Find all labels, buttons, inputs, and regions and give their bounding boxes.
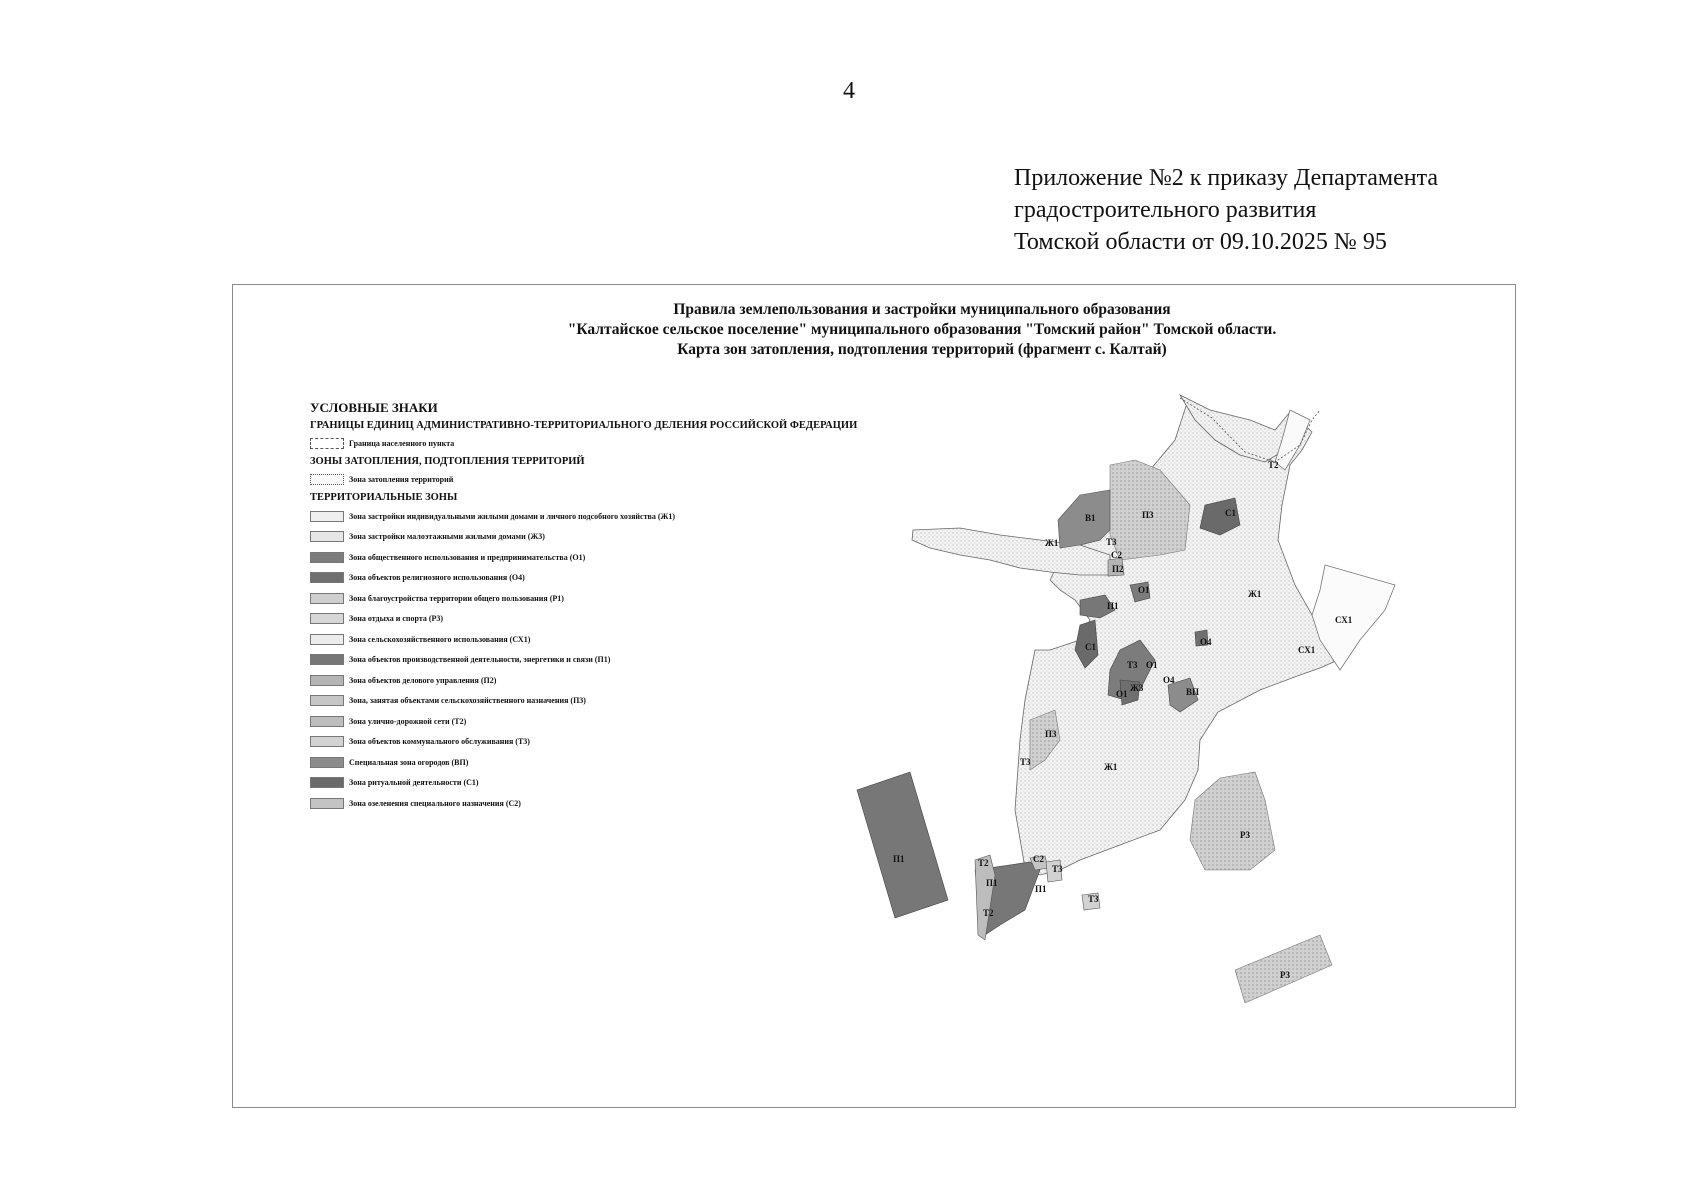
page-number: 4 bbox=[843, 78, 855, 104]
appendix-line-2: градостроительного развития bbox=[1014, 197, 1317, 223]
zone-zh1-main bbox=[1015, 400, 1338, 875]
legend-item-label: Зона объектов коммунального обслуживания (Т3) bbox=[349, 737, 530, 747]
map-zone-label: Т2 bbox=[978, 858, 989, 868]
appendix-line-3: Томской области от 09.10.2025 № 95 bbox=[1014, 229, 1387, 255]
legend-section-heading-flood: ЗОНЫ ЗАТОПЛЕНИЯ, ПОДТОПЛЕНИЯ ТЕРРИТОРИЙ bbox=[310, 456, 585, 467]
legend-item-label: Специальная зона огородов (ВП) bbox=[349, 757, 469, 767]
map-zone-label: П1 bbox=[1035, 884, 1047, 894]
map-zone-label: В1 bbox=[1085, 513, 1096, 523]
map-zone-label: ВП bbox=[1186, 687, 1200, 697]
map-zone-label: П3 bbox=[1045, 729, 1057, 739]
legend-item-label: Зона объектов делового управления (П2) bbox=[349, 675, 497, 685]
map-zone-label: О4 bbox=[1200, 637, 1212, 647]
map-zone-label: П1 bbox=[893, 854, 905, 864]
map-zone-label: С1 bbox=[1085, 642, 1096, 652]
map-zone-label: Ж3 bbox=[1130, 683, 1144, 693]
map-zone-label: О1 bbox=[1138, 585, 1150, 595]
legend-item-label: Зона сельскохозяйственного использования (СХ1) bbox=[349, 634, 531, 644]
legend-item-label: Зона объектов производственной деятельности, энергетики и связи (П1) bbox=[349, 655, 611, 665]
map-zone-label: П3 bbox=[1142, 510, 1154, 520]
map-zone-label: О1 bbox=[1116, 689, 1128, 699]
legend-item-label: Зона ритуальной деятельности (С1) bbox=[349, 778, 479, 788]
legend-item-label: Зона, занятая объектами сельскохозяйственного назначения (П3) bbox=[349, 696, 586, 706]
legend-item-label: Зона улично-дорожной сети (Т2) bbox=[349, 716, 467, 726]
map-zone-label: П1 bbox=[986, 878, 998, 888]
map-zone-label: С1 bbox=[1225, 508, 1236, 518]
map-zone-label: СХ1 bbox=[1335, 615, 1353, 625]
map-zone-label: Ж1 bbox=[1104, 762, 1118, 772]
map-zone-label: Т2 bbox=[1268, 460, 1279, 470]
map-zone-label: Р3 bbox=[1240, 830, 1250, 840]
map-zone-label: Ж1 bbox=[1045, 538, 1059, 548]
zone-p1-large bbox=[857, 772, 948, 918]
map-zone-label: С2 bbox=[1033, 854, 1044, 864]
map-zone-label: Р3 bbox=[1280, 970, 1290, 980]
zone-p3-recreation-east bbox=[1190, 772, 1275, 870]
map-title-line-3: Карта зон затопления, подтопления территорий (фрагмент с. Калтай) bbox=[677, 341, 1167, 358]
legend-item-label: Зона озеленения специального назначения (С2) bbox=[349, 798, 521, 808]
legend-item-label: Зона отдыха и спорта (Р3) bbox=[349, 614, 444, 624]
map-zone-label: СХ1 bbox=[1298, 645, 1316, 655]
legend-item-label: Зона застройки индивидуальными жилыми домами и личного подсобного хозяйства (Ж1) bbox=[349, 511, 676, 521]
legend-item-label: Зона объектов религиозного использования (О4) bbox=[349, 573, 525, 583]
map-zone-label: Т3 bbox=[1088, 894, 1099, 904]
legend-title: УСЛОВНЫЕ ЗНАКИ bbox=[310, 400, 438, 415]
map-zone-label: Т3 bbox=[1020, 757, 1031, 767]
legend-item-label: Зона благоустройства территории общего пользования (Р1) bbox=[349, 593, 564, 603]
legend-section-heading-boundaries: ГРАНИЦЫ ЕДИНИЦ АДМИНИСТРАТИВНО-ТЕРРИТОРИАЛЬНОГО ДЕЛЕНИЯ РОССИЙСКОЙ ФЕДЕРАЦИИ bbox=[310, 420, 858, 431]
map-title-line-2: "Калтайское сельское поселение" муниципального образования "Томский район" Томской области. bbox=[567, 321, 1277, 338]
legend-section-heading-zones: ТЕРРИТОРИАЛЬНЫЕ ЗОНЫ bbox=[310, 492, 458, 503]
map-zone-label: Т2 bbox=[983, 908, 994, 918]
legend-item-label: Зона затопления территорий bbox=[349, 474, 454, 484]
map-title-line-1: Правила землепользования и застройки муниципального образования bbox=[673, 301, 1171, 318]
map-zone-label: С2 bbox=[1111, 550, 1122, 560]
map-zone-label: Т3 bbox=[1106, 537, 1117, 547]
legend-item-label: Зона застройки малоэтажными жилыми домами (Ж3) bbox=[349, 532, 545, 542]
zone-p3-recreation-southeast bbox=[1235, 935, 1332, 1003]
map-zone-label: О1 bbox=[1146, 660, 1158, 670]
map-zone-label: О4 bbox=[1163, 675, 1175, 685]
map-zone-label: П2 bbox=[1112, 564, 1124, 574]
legend-item-label: Граница населенного пункта bbox=[349, 438, 455, 448]
map-zone-label: Т3 bbox=[1127, 660, 1138, 670]
map-zone-label: П1 bbox=[1107, 601, 1119, 611]
legend-item-label: Зона общественного использования и предпринимательства (О1) bbox=[349, 552, 586, 562]
map-zone-label: Т3 bbox=[1052, 864, 1063, 874]
map-zone-label: Ж1 bbox=[1248, 589, 1262, 599]
appendix-line-1: Приложение №2 к приказу Департамента bbox=[1014, 165, 1439, 191]
